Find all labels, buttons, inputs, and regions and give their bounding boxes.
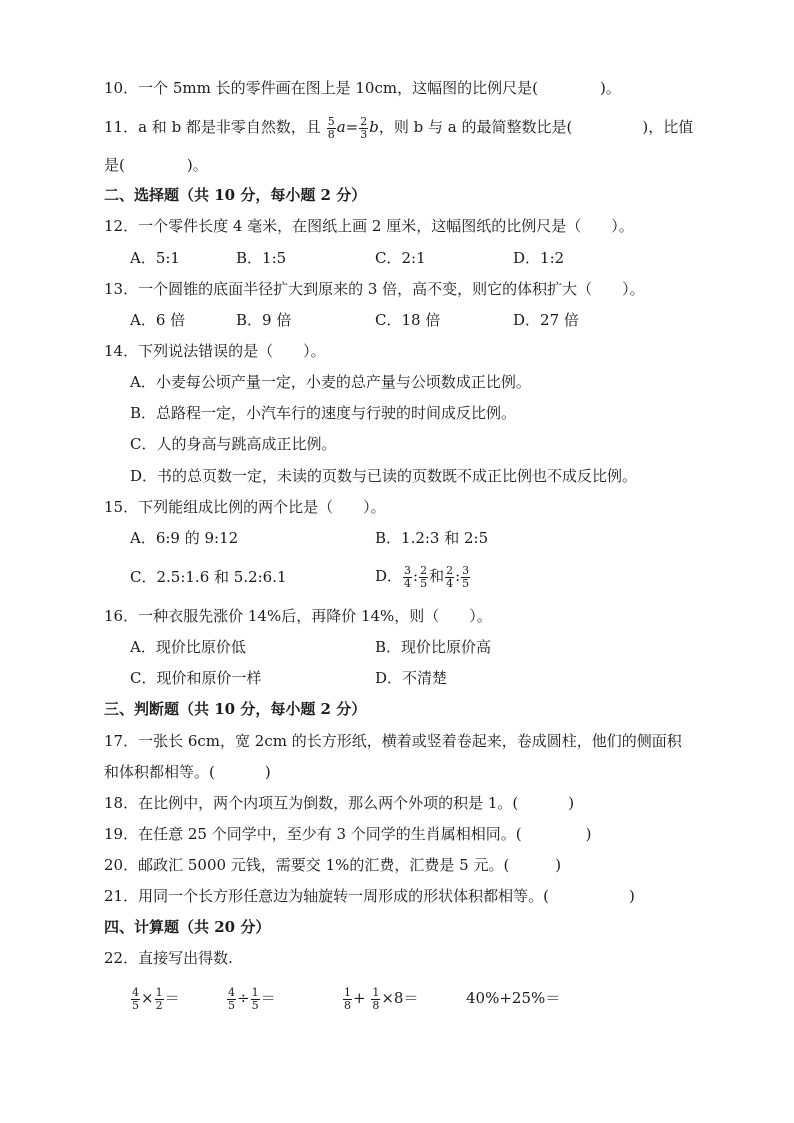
- question-13: 13．一个圆锥的底面半径扩大到原来的 3 倍，高不变，则它的体积扩大（ ）。: [104, 280, 645, 298]
- fraction: $\frac{1}{8}$: [372, 985, 380, 1012]
- question-12: 12．一个零件长度 4 毫米，在图纸上画 2 厘米，这幅图纸的比例尺是（ ）。: [104, 217, 634, 235]
- q13-option-d[interactable]: D．27 倍: [513, 311, 579, 329]
- question-17-cont: 和体积都相等。( ): [104, 763, 271, 781]
- section-title-judgement: 三、判断题（共 10 分，每小题 2 分）: [104, 700, 367, 718]
- fraction: $\frac{1}{8}$: [344, 985, 351, 1012]
- q16-option-d[interactable]: D．不清楚: [375, 669, 448, 687]
- q15-option-b[interactable]: B．1.2:3 和 2:5: [375, 529, 489, 547]
- question-11: 11．a 和 b 都是非零自然数，且 $\frac{5}{8}$ a= $\frac{2}{3}$ b，则 b 与 a 的最简整数比是( )，比值: [104, 114, 694, 141]
- question-10: 10．一个 5mm 长的零件画在图上是 10cm，这幅图的比例尺是( )。: [104, 79, 621, 97]
- fraction: $\frac{5}{8}$: [327, 114, 335, 141]
- q13-option-c[interactable]: C．18 倍: [375, 311, 441, 329]
- q15-option-c[interactable]: C．2.5:1.6 和 5.2:6.1: [130, 568, 287, 586]
- question-18: 18．在比例中，两个内项互为倒数，那么两个外项的积是 1。( ): [104, 794, 575, 812]
- question-21: 21．用同一个长方形任意边为轴旋转一周形成的形状体积都相等。( ): [104, 887, 635, 905]
- q15-option-d[interactable]: D． $\frac{3}{4}$ : $\frac{2}{5}$ 和 $\frac{2}{4}$ : $\frac{3}{5}$: [375, 563, 470, 590]
- section-title-choice: 二、选择题（共 10 分，每小题 2 分）: [104, 186, 367, 204]
- question-15: 15．下列能组成比例的两个比是（ ）。: [104, 498, 386, 516]
- fraction: $\frac{4}{5}$: [228, 985, 235, 1012]
- fraction: $\frac{2}{3}$: [360, 114, 368, 141]
- expression-1: $\frac{4}{5}$ × $\frac{1}{2}$ ＝: [132, 985, 180, 1012]
- q14-option-c[interactable]: C．人的身高与跳高成正比例。: [130, 435, 337, 453]
- q14-option-b[interactable]: B．总路程一定，小汽车行的速度与行驶的时间成反比例。: [130, 404, 517, 422]
- q14-option-d[interactable]: D．书的总页数一定，未读的页数与已读的页数既不成正比例也不成反比例。: [130, 467, 638, 485]
- expression-4: 40%+25%＝: [466, 989, 561, 1007]
- fraction: $\frac{2}{4}$: [446, 563, 454, 590]
- q15-option-a[interactable]: A．6:9 的 9:12: [130, 529, 239, 547]
- fraction: $\frac{1}{2}$: [155, 985, 163, 1012]
- q12-option-d[interactable]: D．1:2: [513, 249, 565, 267]
- fraction: $\frac{3}{5}$: [462, 563, 470, 590]
- q16-option-b[interactable]: B．现价比原价高: [375, 638, 492, 656]
- fraction: $\frac{4}{5}$: [132, 985, 139, 1012]
- fraction: $\frac{2}{5}$: [420, 563, 428, 590]
- question-22: 22．直接写出得数.: [104, 949, 233, 967]
- q16-option-a[interactable]: A．现价比原价低: [130, 638, 246, 656]
- q12-option-b[interactable]: B．1:5: [236, 249, 287, 267]
- q16-option-c[interactable]: C．现价和原价一样: [130, 669, 262, 687]
- q13-option-a[interactable]: A．6 倍: [130, 311, 186, 329]
- question-16: 16．一种衣服先涨价 14%后，再降价 14%，则（ ）。: [104, 607, 492, 625]
- question-19: 19．在任意 25 个同学中，至少有 3 个同学的生肖属相相同。( ): [104, 825, 592, 843]
- fraction: $\frac{3}{4}$: [404, 563, 412, 590]
- fraction: $\frac{1}{5}$: [251, 985, 259, 1012]
- q13-option-b[interactable]: B．9 倍: [236, 311, 292, 329]
- q12-option-c[interactable]: C．2:1: [375, 249, 426, 267]
- expression-3: $\frac{1}{8}$ + $\frac{1}{8}$ ×8＝: [344, 985, 419, 1012]
- question-14: 14．下列说法错误的是（ ）。: [104, 342, 326, 360]
- q14-option-a[interactable]: A．小麦每公顷产量一定，小麦的总产量与公顷数成正比例。: [130, 373, 531, 391]
- question-17: 17．一张长 6cm，宽 2cm 的长方形纸，横着或竖着卷起来，卷成圆柱，他们的侧面积: [104, 732, 682, 750]
- question-11-cont: 是( )。: [104, 156, 208, 174]
- section-title-calculation: 四、计算题（共 20 分）: [104, 918, 271, 936]
- question-20: 20．邮政汇 5000 元钱，需要交 1%的汇费，汇费是 5 元。( ): [104, 856, 562, 874]
- q12-option-a[interactable]: A．5:1: [130, 249, 180, 267]
- expression-2: $\frac{4}{5}$ ÷ $\frac{1}{5}$ ＝: [228, 985, 276, 1012]
